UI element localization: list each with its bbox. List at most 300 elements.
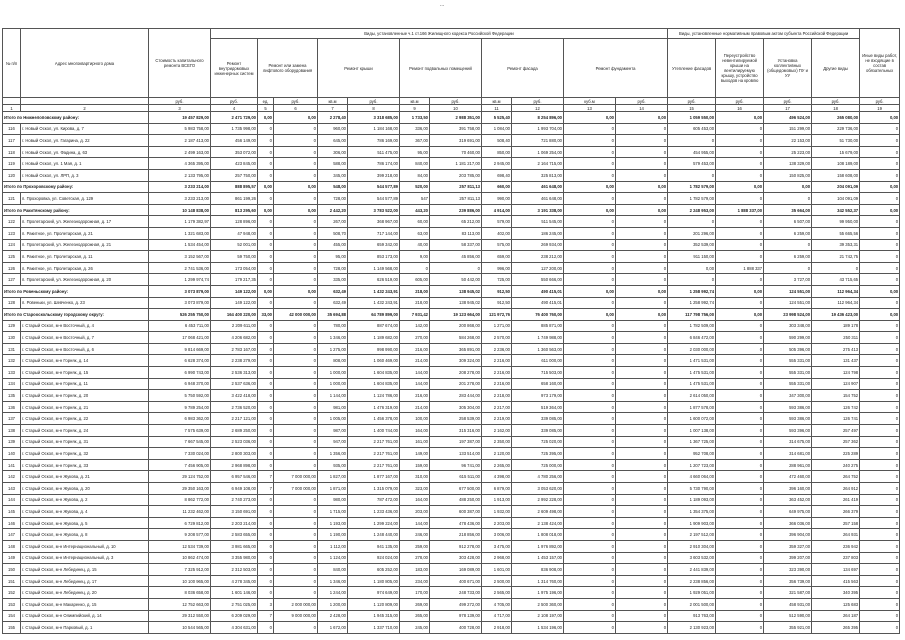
value-cell: 0	[616, 413, 668, 425]
value-cell: 0	[616, 575, 668, 587]
value-cell: 367,00	[400, 135, 430, 147]
value-cell: 0	[258, 401, 274, 413]
value-cell: 981,00	[318, 401, 348, 413]
address-cell: г. Старый Оскол, м-н Горняк, д. 22	[21, 413, 149, 425]
address-cell: г. Старый Оскол, м-н Горняк, д. 20	[21, 390, 149, 402]
value-cell: 4 398,00	[482, 471, 512, 483]
value-cell: 478 436,00	[430, 517, 482, 529]
row-number: 122	[3, 216, 21, 228]
value-cell: 257 750,00	[211, 169, 258, 181]
value-cell: 725 020,00	[512, 436, 564, 448]
value-cell: 454 955,00	[668, 146, 716, 158]
address-cell: г. Старый Оскол, м-н Горняк, д. 15	[21, 367, 149, 379]
value-cell: 0	[616, 552, 668, 564]
address-cell: г. Старый Оскол, м-н Горняк, д. 32	[21, 448, 149, 460]
value-cell: 0	[716, 239, 764, 251]
address-cell: п. Ракитное, ул. Пролетарская, д. 21	[21, 227, 149, 239]
value-cell: 600 387,00	[430, 506, 482, 518]
value-cell: 0	[274, 390, 318, 402]
value-cell: 853 173,00	[348, 251, 400, 263]
value-cell: 0	[716, 367, 764, 379]
address-cell: г. Новый Оскол, ул. ЛРП, д. 3	[21, 169, 149, 181]
unit-cell: кв.м	[482, 98, 512, 105]
value-cell: 0	[258, 216, 274, 228]
value-cell: 3 150 691,00	[211, 506, 258, 518]
value-cell: 0	[258, 459, 274, 471]
value-cell: 133 514,00	[430, 448, 482, 460]
value-cell: 6 879,00	[482, 483, 512, 495]
value-cell: 911 150,00	[668, 251, 716, 263]
value-cell: 840,00	[318, 564, 348, 576]
value-cell: 12 752 663,00	[149, 598, 211, 610]
value-cell: 590 299,00	[764, 332, 812, 344]
table-row	[3, 193, 900, 205]
value-cell: 236 942	[812, 540, 860, 552]
value-cell: 0	[860, 401, 900, 413]
value-cell: 1 275,00	[318, 343, 348, 355]
value-cell: 154 752	[812, 390, 860, 402]
value-cell: 0	[564, 262, 616, 274]
row-number: 138	[3, 425, 21, 437]
value-cell: 861 199,26	[211, 193, 258, 205]
value-cell: 17 068 421,00	[149, 332, 211, 344]
value-cell: 0	[616, 494, 668, 506]
value-cell: 126 742	[812, 401, 860, 413]
value-cell: 0	[616, 425, 668, 437]
value-cell: 288 961,00	[764, 459, 812, 471]
value-cell: 0	[616, 262, 668, 274]
value-cell: 6 957 546,00	[211, 471, 258, 483]
value-cell: 456 149,00	[211, 135, 258, 147]
column-number-cell: 18	[812, 105, 860, 112]
value-cell: 1 601 146,00	[211, 587, 258, 599]
row-number: 116	[3, 123, 21, 135]
value-cell: 218,00	[400, 297, 430, 309]
value-cell: 520,00	[400, 181, 430, 193]
col-engineering-header: Ремонт внутридомовых инженерных систем	[211, 39, 258, 98]
value-cell: 0	[860, 390, 900, 402]
value-cell: 488 250,00	[430, 494, 482, 506]
value-cell: 0	[274, 216, 318, 228]
value-cell: 0	[258, 436, 274, 448]
value-cell: 1 888 337,00	[716, 204, 764, 216]
value-cell: 0	[258, 135, 274, 147]
value-cell: 95,00	[400, 146, 430, 158]
value-cell: 0	[564, 610, 616, 622]
row-number: 118	[3, 146, 21, 158]
value-cell: 1 929 051,00	[668, 587, 716, 599]
value-cell: 0,00	[860, 309, 900, 321]
value-cell: 2 988 351,00	[430, 112, 482, 124]
row-number: 146	[3, 517, 21, 529]
row-number: 149	[3, 552, 21, 564]
value-cell: 138 945,02	[430, 285, 482, 297]
value-cell: 0	[258, 425, 274, 437]
value-cell: 342 552,37	[812, 204, 860, 216]
address-cell: г. Новый Оскол, ул. Кирова, д. 7	[21, 123, 149, 135]
value-cell: 0	[564, 459, 616, 471]
address-cell: г. Старый Оскол, м-н Жукова, д. 21	[21, 471, 149, 483]
value-cell: 1 005,00	[318, 413, 348, 425]
value-cell: 2 441 839,00	[668, 564, 716, 576]
value-cell: 0	[564, 123, 616, 135]
value-cell: 0	[716, 540, 764, 552]
value-cell: 0,00	[564, 112, 616, 124]
value-cell: 63,00	[400, 227, 430, 239]
value-cell: 339 085,00	[512, 425, 564, 437]
value-cell: 2 197 512,00	[668, 529, 716, 541]
value-cell: 131 437	[812, 355, 860, 367]
value-cell: 0,00	[274, 112, 318, 124]
value-cell: 3 191 338,00	[512, 204, 564, 216]
value-cell: 0	[716, 622, 764, 634]
value-cell: 3 053 620,00	[512, 483, 564, 495]
table-row	[3, 471, 900, 483]
value-cell: 1 993 704,00	[512, 123, 564, 135]
value-cell: 0	[564, 622, 616, 634]
value-cell: 0	[764, 193, 812, 205]
table-row	[3, 622, 900, 634]
address-cell: п. Пролетарский, ул. Железнодорожная, д. 21	[21, 239, 149, 251]
value-cell: 0	[716, 529, 764, 541]
row-number: 147	[3, 529, 21, 541]
table-row	[3, 332, 900, 344]
value-cell: 0,00	[564, 285, 616, 297]
value-cell: 0	[564, 227, 616, 239]
value-cell: 0	[860, 355, 900, 367]
value-cell: 245,00	[400, 622, 430, 634]
value-cell: 605,00	[400, 274, 430, 286]
value-cell: 0	[716, 297, 764, 309]
value-cell: 0	[616, 483, 668, 495]
value-cell: 0	[716, 483, 764, 495]
value-cell: 0	[564, 401, 616, 413]
value-cell: 2 783 167,00	[211, 343, 258, 355]
value-cell: 400 671,00	[430, 575, 482, 587]
value-cell: 33,00	[258, 309, 274, 321]
value-cell: 2 217 761,00	[348, 459, 400, 471]
value-cell: 1 476 319,00	[348, 401, 400, 413]
value-cell: 7	[258, 483, 274, 495]
value-cell: 0	[716, 135, 764, 147]
value-cell: 1 975 196,00	[512, 587, 564, 599]
value-cell: 0	[564, 378, 616, 390]
capital-repair-table	[2, 28, 900, 634]
value-cell: 455,00	[318, 239, 348, 251]
value-cell: 0	[860, 135, 900, 147]
value-cell: 158 608,00	[812, 169, 860, 181]
value-cell: 6 983 362,00	[149, 413, 211, 425]
value-cell: 0	[274, 320, 318, 332]
subtotal-label: Итого по Прохоровскому району:	[3, 181, 149, 193]
value-cell: 579,00	[482, 216, 512, 228]
value-cell: 0	[258, 332, 274, 344]
value-cell: 0	[564, 564, 616, 576]
value-cell: 257 811,13	[430, 181, 482, 193]
value-cell: 356 739,00	[764, 575, 812, 587]
value-cell: 270,00	[400, 332, 430, 344]
value-cell: 0	[564, 216, 616, 228]
value-cell: 2 278,40	[318, 112, 348, 124]
address-cell: г. Старый Оскол, м-н Лебединец, д. 15	[21, 564, 149, 576]
value-cell: 0	[616, 587, 668, 599]
table-row	[3, 436, 900, 448]
unit-cell: куб.м	[564, 98, 616, 105]
value-cell: 0	[258, 193, 274, 205]
value-cell: 0	[616, 517, 668, 529]
value-cell: 246,00	[400, 529, 430, 541]
value-cell: 258 539,00	[430, 413, 482, 425]
table-row	[3, 251, 900, 263]
value-cell: 808,00	[318, 355, 348, 367]
value-cell: 50 442,00	[430, 274, 482, 286]
value-cell: 0	[258, 158, 274, 170]
value-cell: 170,00	[400, 587, 430, 599]
value-cell: 912 278,00	[430, 540, 482, 552]
value-cell: 1 367 725,00	[668, 436, 716, 448]
value-cell: 0	[274, 262, 318, 274]
value-cell: 1 672,00	[318, 622, 348, 634]
value-cell: 6 259,00	[764, 227, 812, 239]
value-cell: 0	[616, 378, 668, 390]
value-cell: 0	[564, 390, 616, 402]
value-cell: 1 244,00	[318, 587, 348, 599]
value-cell: 1 604 835,00	[348, 367, 400, 379]
address-cell: г. Старый Оскол, м-н Лебединец, д. 20	[21, 587, 149, 599]
units-row	[3, 98, 900, 105]
value-cell: 0	[616, 332, 668, 344]
value-cell: 0	[274, 367, 318, 379]
column-number-cell: 9	[400, 105, 430, 112]
value-cell: 2 583 655,00	[211, 529, 258, 541]
value-cell: 0	[860, 413, 900, 425]
value-cell: 660,00	[482, 181, 512, 193]
value-cell: 1 976 892,00	[512, 540, 564, 552]
value-cell: 0	[616, 540, 668, 552]
value-cell: 10 544 565,00	[149, 622, 211, 634]
value-cell: 2 164 715,00	[512, 158, 564, 170]
value-cell: 1 189 093,00	[668, 494, 716, 506]
value-cell: 173 054,00	[211, 262, 258, 274]
value-cell: 2 216,00	[482, 355, 512, 367]
value-cell: 0	[616, 216, 668, 228]
value-cell: 237 803	[812, 552, 860, 564]
value-cell: 0	[860, 239, 900, 251]
address-cell: г. Старый Оскол, м-н Олимпийский, д. 14	[21, 610, 149, 622]
value-cell: 314 675,00	[764, 436, 812, 448]
value-cell: 0	[860, 448, 900, 460]
value-cell: 117 798 756,00	[668, 309, 716, 321]
value-cell: 1 200,00	[318, 598, 348, 610]
value-cell: 1 180 805,00	[348, 575, 400, 587]
value-cell: 366 036,00	[764, 517, 812, 529]
value-cell: 6 507,00	[764, 216, 812, 228]
value-cell: 1 354 375,00	[668, 506, 716, 518]
value-cell: 0	[274, 425, 318, 437]
page-mark: ...	[440, 2, 445, 8]
address-cell: г. Старый Оскол, м-н Интернациональный, д. 10	[21, 540, 149, 552]
value-cell: 189 178	[812, 320, 860, 332]
unit-cell: руб.	[812, 98, 860, 105]
value-cell: 3 475,00	[482, 540, 512, 552]
value-cell: 0,00	[860, 204, 900, 216]
value-cell: 0	[716, 251, 764, 263]
value-cell: 261 419	[812, 494, 860, 506]
value-cell: 0	[668, 135, 716, 147]
value-cell: 7	[258, 610, 274, 622]
table-row	[3, 483, 900, 495]
table-row	[3, 367, 900, 379]
column-number-cell: 4	[211, 105, 258, 112]
value-cell: 3 603 532,00	[668, 552, 716, 564]
value-cell: 0	[274, 459, 318, 471]
value-cell: 0	[668, 216, 716, 228]
value-cell: 0	[258, 343, 274, 355]
value-cell: 645,00	[318, 135, 348, 147]
column-number-cell: 13	[564, 105, 616, 112]
value-cell: 593 386,00	[764, 413, 812, 425]
value-cell: 336,00	[400, 123, 430, 135]
value-cell: 2 120,00	[482, 448, 512, 460]
value-cell: 240 275	[812, 459, 860, 471]
value-cell: 2 162,00	[482, 425, 512, 437]
value-cell: 0	[716, 598, 764, 610]
value-cell: 0	[274, 193, 318, 205]
value-cell: 0	[764, 262, 812, 274]
value-cell: 461 648,00	[512, 181, 564, 193]
table-row	[3, 610, 900, 622]
value-cell: 60,00	[400, 216, 430, 228]
value-cell: 990,00	[482, 193, 512, 205]
unit-cell: кв.м	[318, 98, 348, 105]
table-row	[3, 587, 900, 599]
value-cell: 3 422 418,00	[211, 390, 258, 402]
value-cell: 10 100 965,00	[149, 575, 211, 587]
value-cell: 0,00	[258, 181, 274, 193]
value-cell: 22 153,00	[764, 135, 812, 147]
value-cell: 3 233 213,00	[149, 193, 211, 205]
region-group-header: Виды, установленные нормативным правовым актом субъекта Российской Федерации	[668, 29, 860, 39]
value-cell: 1 913,00	[482, 494, 512, 506]
value-cell: 0	[564, 483, 616, 495]
value-cell: 314 681,00	[764, 448, 812, 460]
value-cell: 8 036 658,00	[149, 587, 211, 599]
value-cell: 544 577,89	[348, 193, 400, 205]
column-number-cell: 6	[274, 105, 318, 112]
address-cell: п. Прохоровка, ул. Советская, д. 129	[21, 193, 149, 205]
value-cell: 978 139,00	[430, 610, 482, 622]
address-cell: п. Пролетарский, ул. Железнодорожная, д. 17	[21, 216, 149, 228]
value-cell: 3 152 567,00	[149, 251, 211, 263]
value-cell: 0	[716, 169, 764, 181]
value-cell: 164,00	[400, 425, 430, 437]
value-cell: 10 862 474,00	[149, 552, 211, 564]
value-cell: 1 124 786,00	[348, 390, 400, 402]
value-cell: 7 000 000,00	[274, 471, 318, 483]
value-cell: 200 868,00	[430, 320, 482, 332]
value-cell: 257 158	[812, 517, 860, 529]
row-number: 144	[3, 494, 21, 506]
value-cell: 0	[616, 146, 668, 158]
value-cell: 3 073 879,00	[149, 297, 211, 309]
value-cell: 0	[716, 575, 764, 587]
value-cell: 0	[616, 598, 668, 610]
table-row	[3, 413, 900, 425]
value-cell: 0	[564, 169, 616, 181]
value-cell: 0,00	[564, 181, 616, 193]
value-cell: 2 219,00	[482, 413, 512, 425]
value-cell: 0	[616, 251, 668, 263]
value-cell: 0	[258, 564, 274, 576]
value-cell: 108 189,00	[812, 158, 860, 170]
address-cell: п. Ракитное, ул. Пролетарская, д. 26	[21, 262, 149, 274]
column-number-cell: 10	[430, 105, 482, 112]
value-cell: 632,49	[318, 285, 348, 297]
value-cell: 0	[258, 355, 274, 367]
value-cell: 0	[258, 517, 274, 529]
value-cell: 499 272,00	[430, 598, 482, 610]
value-cell: 2 265,00	[482, 459, 512, 471]
value-cell: 1 189 682,00	[348, 332, 400, 344]
value-cell: 2 689 250,00	[211, 425, 258, 437]
address-cell: г. Старый Оскол, м-н Горняк, д. 14	[21, 355, 149, 367]
value-cell: 0	[716, 425, 764, 437]
value-cell: 142,00	[400, 320, 430, 332]
value-cell: 1 601,00	[482, 564, 512, 576]
value-cell: 5 525,40	[482, 112, 512, 124]
col-address-header: Адрес многоквартирного дома	[21, 29, 149, 98]
value-cell: 161,00	[400, 436, 430, 448]
value-cell: 29 312 550,00	[149, 610, 211, 622]
value-cell: 0	[716, 448, 764, 460]
value-cell: 179 217,35	[211, 274, 258, 286]
value-cell: 0	[258, 413, 274, 425]
value-cell: 0	[564, 448, 616, 460]
value-cell: 0	[274, 146, 318, 158]
value-cell: 0	[274, 448, 318, 460]
value-cell: 2 945,00	[482, 158, 512, 170]
value-cell: 4 660 064,00	[668, 471, 716, 483]
value-cell: 0	[860, 274, 900, 286]
value-cell: 2 609 498,00	[512, 506, 564, 518]
value-cell: 2 800 303,00	[211, 448, 258, 460]
value-cell: 214,00	[400, 401, 430, 413]
value-cell: 0	[616, 401, 668, 413]
value-cell: 1 007 138,00	[668, 425, 716, 437]
value-cell: 0	[716, 320, 764, 332]
table-row	[3, 598, 900, 610]
row-number: 129	[3, 320, 21, 332]
value-cell: 124 551,00	[764, 297, 812, 309]
value-cell: 0	[764, 239, 812, 251]
value-cell: 505 396,00	[764, 343, 812, 355]
value-cell: 76 400 760,00	[512, 309, 564, 321]
column-number-cell: 8	[348, 105, 400, 112]
value-cell: 3 355 980,00	[211, 552, 258, 564]
value-cell: 912,50	[482, 285, 512, 297]
value-cell: 2 217 761,00	[348, 436, 400, 448]
value-cell: 127 200,00	[512, 262, 564, 274]
subtotal-row	[3, 309, 900, 321]
value-cell: 65 212,00	[430, 216, 482, 228]
value-cell: 275 413	[812, 343, 860, 355]
column-number-cell: 19	[860, 105, 900, 112]
column-number-cell: 11	[482, 105, 512, 112]
value-cell: 0	[258, 146, 274, 158]
col-other-header: Другие виды	[812, 39, 860, 98]
value-cell: 1 337 710,00	[348, 622, 400, 634]
value-cell: 9 814 669,00	[149, 343, 211, 355]
